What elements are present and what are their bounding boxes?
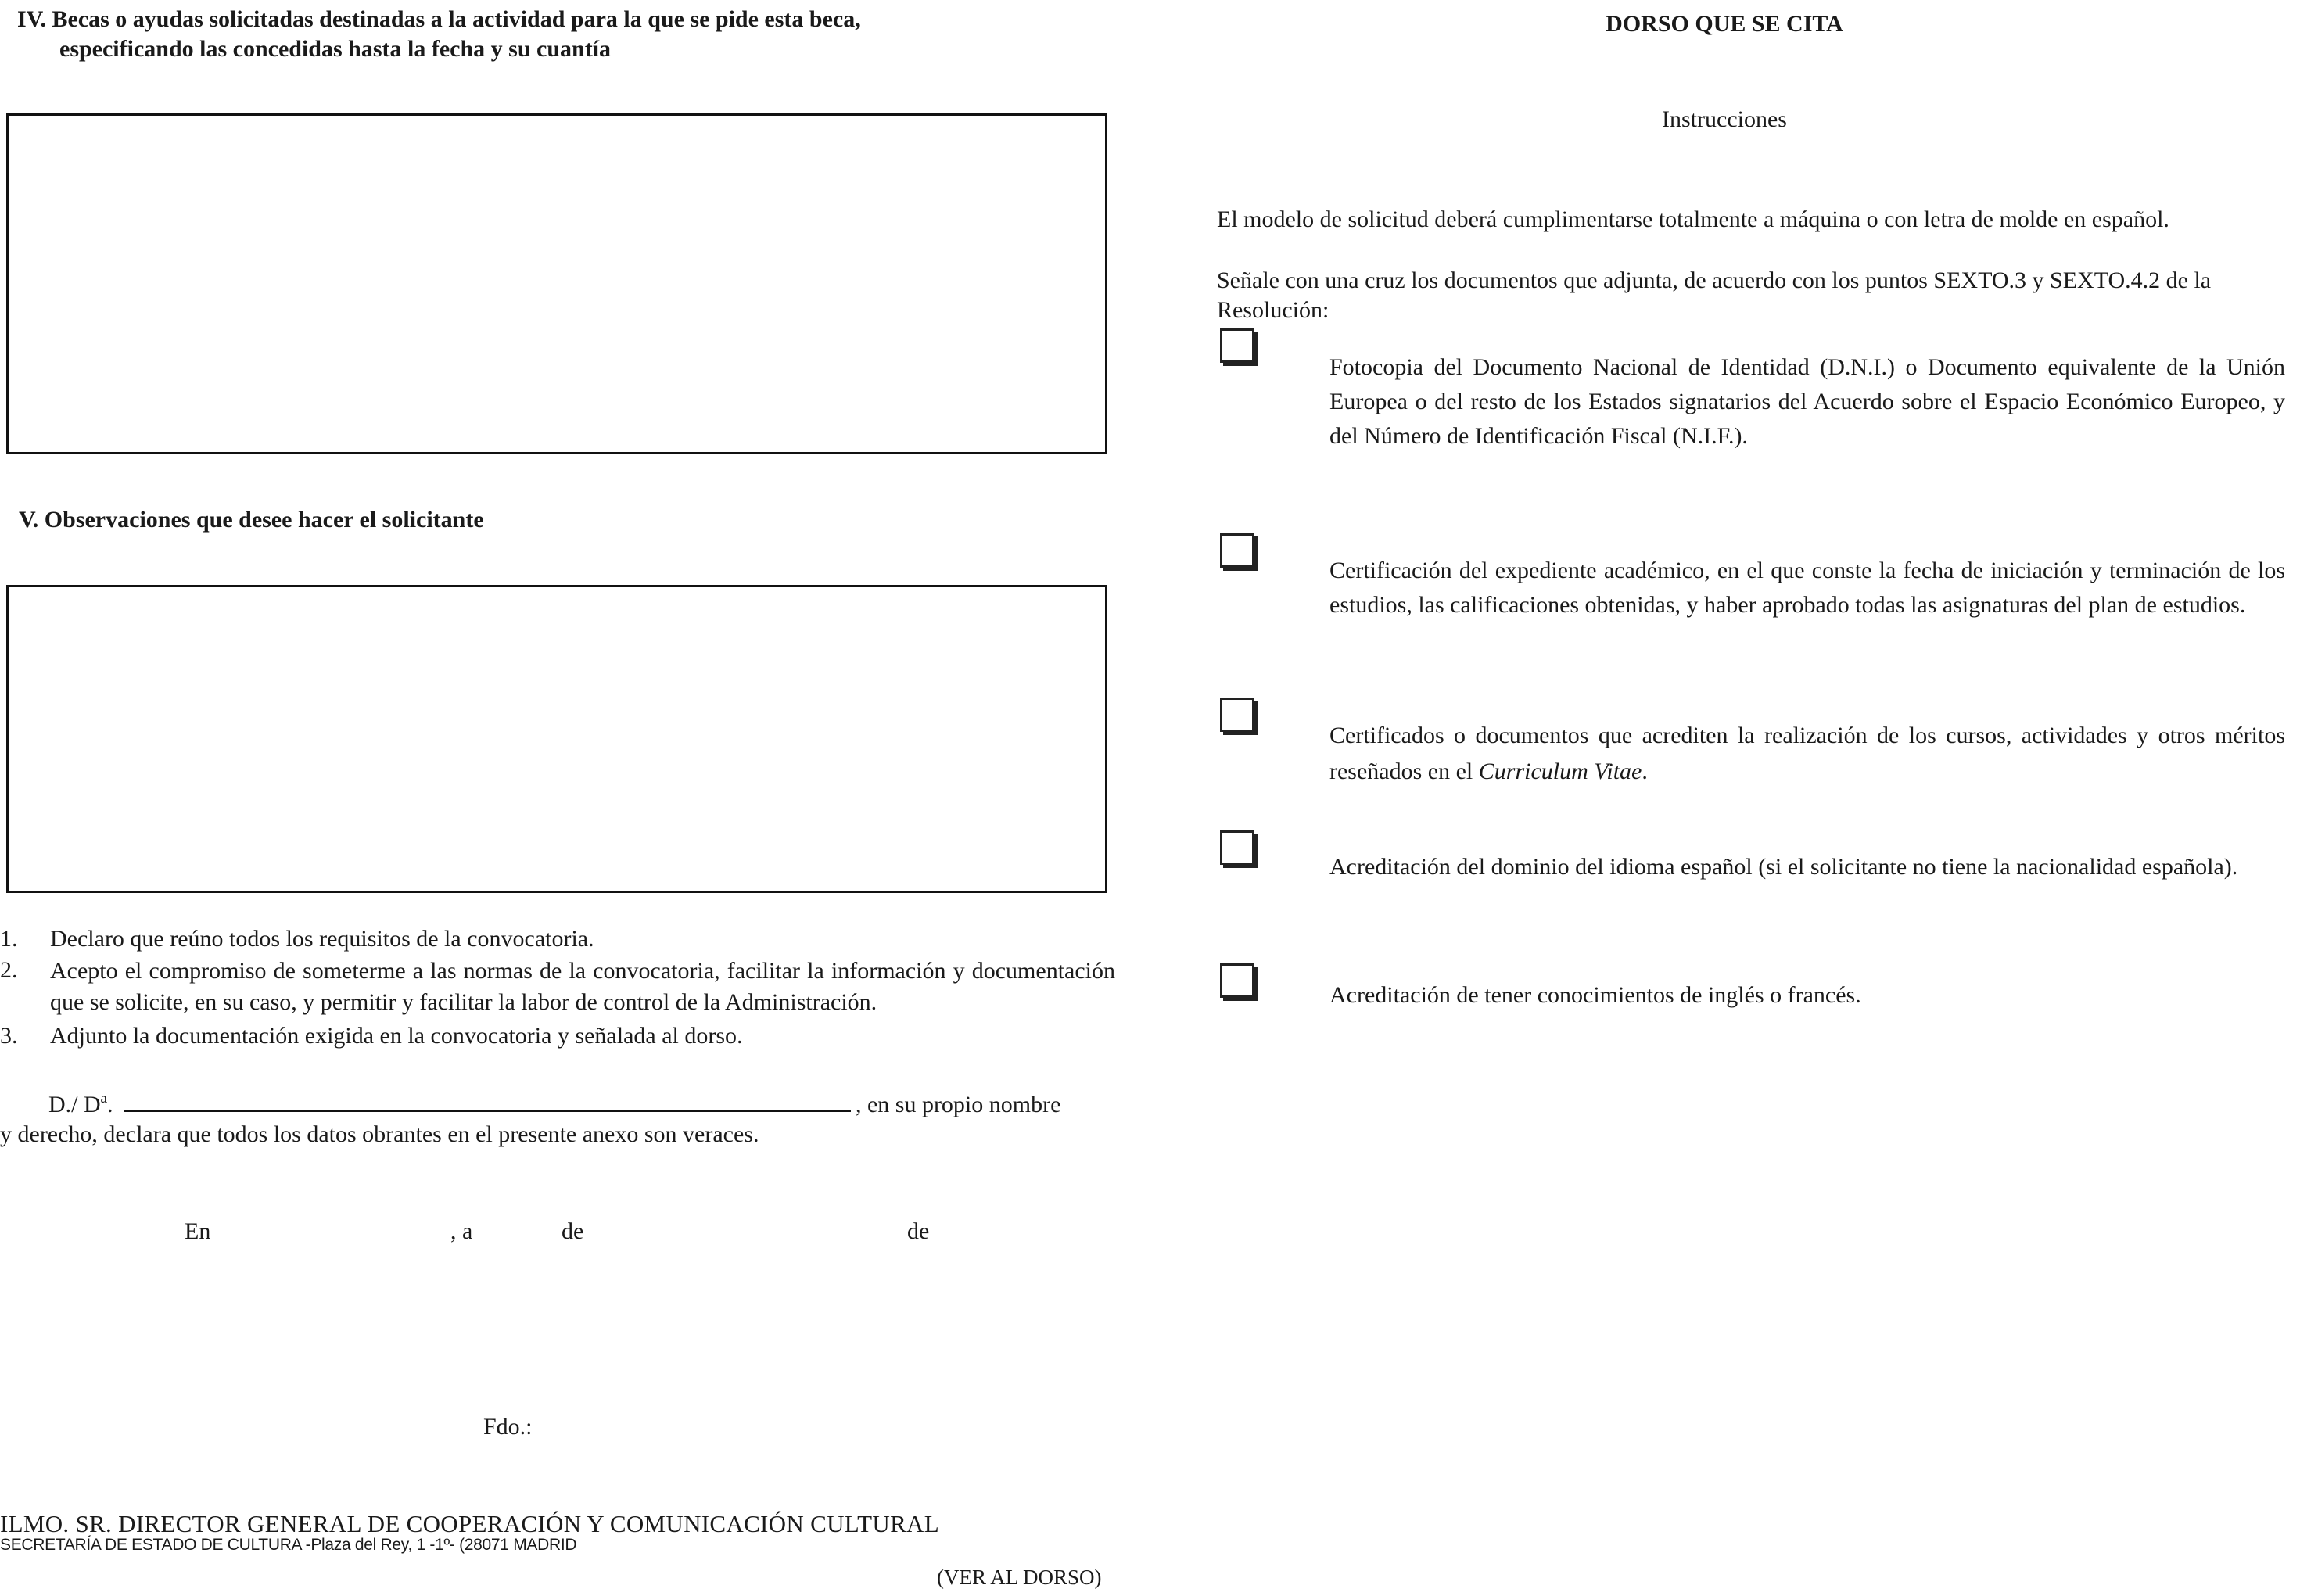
applicant-name-field[interactable] [124,1092,851,1112]
ver-al-dorso: (VER AL DORSO) [937,1566,1102,1589]
applicant-name-line [0,1090,1118,1120]
declaration-2 [0,956,1115,1018]
applicant-line-2: y derecho, declara que todos los datos obrantes en el presente anexo son veraces. [0,1121,759,1147]
signature-label: Fdo.: [483,1414,533,1440]
place-a-label: , a [450,1218,473,1244]
document-2-checkbox[interactable] [1220,533,1254,568]
place-date-line [0,1217,1118,1248]
declaration-2-num: 2. [0,957,18,983]
right-title: DORSO QUE SE CITA [1606,11,1843,37]
instructions-para-2: Señale con una cruz los documentos que adjunta, de acuerdo con los puntos SEXTO.3 y SEXTO.4.2 de la Resolución: [1217,267,2212,323]
applicant-suffix: , en su propio nombre [855,1092,1061,1117]
place-de-label-1: de [562,1218,584,1244]
document-3-checkbox[interactable] [1220,698,1254,732]
document-3-text-before: Certificados o documentos que acrediten la realización de los cursos, actividades y otros méritos reseñados en el [1329,723,2285,784]
place-de-label-2: de [907,1218,930,1244]
section-iv-title [17,5,1112,64]
document-3-text-italic: Curriculum Vitae [1478,759,1642,784]
instructions-subtitle: Instrucciones [1662,106,1787,132]
addressee: ILMO. SR. DIRECTOR GENERAL DE COOPERACIÓN Y COMUNICACIÓN CULTURAL [0,1510,939,1537]
section-iv-title-line1: IV. Becas o ayudas solicitadas destinadas a la actividad para la que se pide esta beca, [17,6,861,32]
declaration-3-num: 3. [0,1023,18,1049]
address: SECRETARÍA DE ESTADO DE CULTURA -Plaza del Rey, 1 -1º- (28071 MADRID [0,1536,577,1554]
document-4-checkbox[interactable] [1220,830,1254,865]
document-4-text: Acreditación del dominio del idioma español (si el solicitante no tiene la nacionalidad española). [1329,854,2238,880]
declaration-3-text: Adjunto la documentación exigida en la convocatoria y señalada al dorso. [50,1023,743,1049]
instructions-para-1: El modelo de solicitud deberá cumplimentarse totalmente a máquina o con letra de molde en español. [1217,206,2169,232]
declaration-1-num: 1. [0,926,18,952]
grants-input-box[interactable] [6,113,1107,454]
observations-input-box[interactable] [6,585,1107,893]
document-5-text: Acreditación de tener conocimientos de inglés o francés. [1329,982,1861,1008]
place-en-label: En [185,1218,211,1244]
declaration-2-text: Acepto el compromiso de someterme a las normas de la convocatoria, facilitar la información y documentación que se solicite, en su caso, y permitir y facilitar la labor de control de la Administración. [50,958,1115,1015]
document-5-checkbox[interactable] [1220,963,1254,998]
applicant-declaration [0,1090,1118,1149]
applicant-prefix: D./ Dª. [48,1092,113,1117]
document-2-text: Certificación del expediente académico, en el que conste la fecha de iniciación y terminación de los estudios, las calificaciones obtenidas, y haber aprobado todas las asignaturas del plan de estudios. [1329,558,2285,618]
section-iv-title-line2: especificando las concedidas hasta la fecha y su cuantía [59,36,612,62]
document-1-text: Fotocopia del Documento Nacional de Identidad (D.N.I.) o Documento equivalente de la Unión Europea o del resto de los Estados signatarios del Acuerdo sobre el Espacio Económico Europeo, y del Número de Identificación Fiscal (N.I.F.). [1329,354,2285,449]
declaration-3 [0,1021,1115,1051]
declaration-1 [0,924,1115,954]
section-v-title: V. Observaciones que desee hacer el solicitante [19,507,484,533]
document-3-text-after: . [1642,759,1648,784]
declaration-1-text: Declaro que reúno todos los requisitos de la convocatoria. [50,926,594,952]
document-1-checkbox[interactable] [1220,328,1254,363]
document-3-text [1329,718,2285,790]
